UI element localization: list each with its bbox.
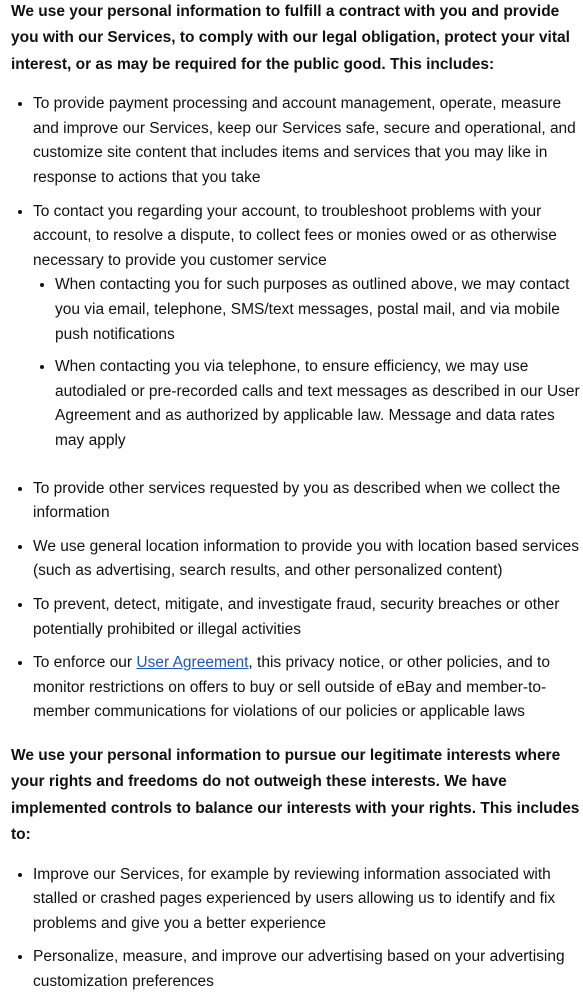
list-item-contact: [33, 199, 583, 454]
contract-uses-list: [11, 91, 583, 725]
section-intro-legitimate-interests: We use your personal information to pursue our legitimate interests where your rights and freedoms do not outweigh these interests. We have implemented controls to balance our interests with your rights. This includes to:: [11, 746, 580, 844]
list-item: • To provide payment processing and account management, operate, measure and improve our Services, keep our Services safe, secure and operational, and customize site content that includes items and services that you may like in response to actions that you take: [33, 91, 583, 190]
legitimate-interests-list: [11, 862, 583, 995]
section-intro-contract: We use your personal information to fulfill a contract with you and provide you with our Services, to comply with our legal obligation, protect your vital interest, or as may be required for the public good. This includes:: [11, 3, 570, 73]
list-item: • To prevent, detect, mitigate, and investigate fraud, security breaches or other potentially prohibited or illegal activities: [33, 592, 583, 642]
sublist-item: • When contacting you via telephone, to ensure efficiency, we may use autodialed or pre-recorded calls and text messages as described in our User Agreement and as authorized by applicable law. Message and data rates may apply: [55, 355, 583, 453]
contact-methods-sublist: [33, 273, 583, 453]
list-item-enforce: [33, 650, 583, 725]
list-item: • To provide other services requested by you as described when we collect the information: [33, 476, 583, 526]
list-item: • Personalize, measure, and improve our advertising based on your advertising customization preferences: [33, 944, 583, 994]
list-item-text: To contact you regarding your account, to troubleshoot problems with your account, to resolve a dispute, to collect fees or monies owed or as otherwise necessary to provide you customer service: [33, 202, 557, 269]
list-item: • We use general location information to provide you with location based services (such as advertising, search results, and other personalized content): [33, 534, 583, 584]
list-item: • Improve our Services, for example by reviewing information associated with stalled or crashed pages experienced by users allowing us to identify and fix problems and give you a better experience: [33, 862, 583, 937]
sublist-item: • When contacting you for such purposes as outlined above, we may contact you via email, telephone, SMS/text messages, postal mail, and via mobile push notifications: [55, 273, 583, 347]
enforce-suffix: , this privacy notice, or other policies, and to monitor restrictions on offers to buy or sell outside of eBay and member-to-member communications for violations of our policies or applicable laws: [33, 654, 550, 721]
user-agreement-link[interactable]: User Agreement: [136, 654, 249, 672]
enforce-prefix: To enforce our: [33, 654, 137, 672]
section-spacer: [11, 733, 583, 739]
